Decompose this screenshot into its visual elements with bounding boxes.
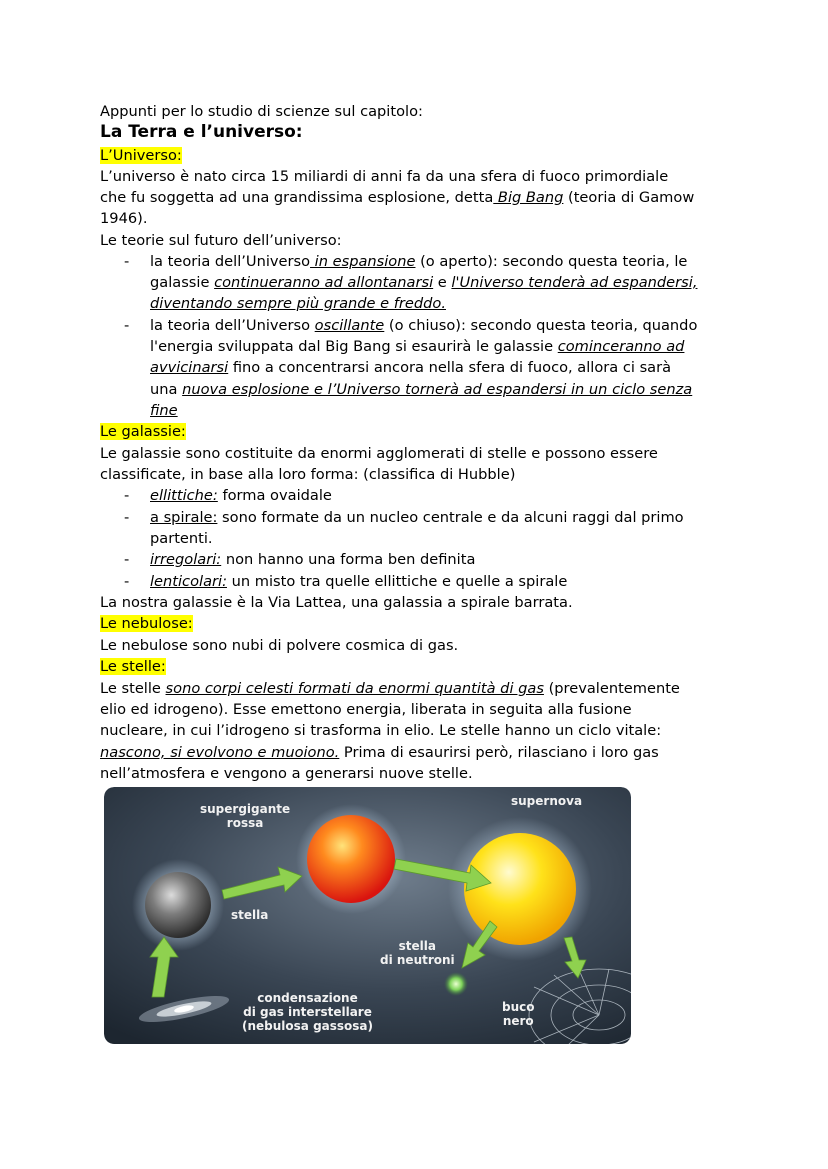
bullet-dash: - (124, 253, 130, 270)
list-item: lenticolari: un misto tra quelle ellittiche e quelle a spirale (150, 573, 568, 590)
text-line: Le nebulose sono nubi di polvere cosmica di gas. (100, 637, 459, 654)
supergigante-rossa-sphere (307, 815, 395, 903)
list-item-cont: l'energia sviluppata dal Big Bang si esaurirà le galassie cominceranno ad (150, 338, 685, 355)
section-heading-galassie: Le galassie: (100, 423, 186, 440)
label-supergigante-rossa: supergigante rossa (200, 802, 291, 830)
text-line: Le galassie sono costituite da enormi agglomerati di stelle e possono essere (100, 445, 658, 462)
text-line: nascono, si evolvono e muoiono. Prima di esaurirsi però, rilasciano i loro gas (100, 744, 659, 761)
text-line: L’universo è nato circa 15 miliardi di anni fa da una sfera di fuoco primordiale (100, 168, 669, 185)
section-heading-nebulose: Le nebulose: (100, 615, 193, 632)
list-item: ellittiche: forma ovaidale (150, 487, 332, 504)
list-item: la teoria dell’Universo in espansione (o aperto): secondo questa teoria, le (150, 253, 688, 270)
section-heading-universo: L’Universo: (100, 147, 182, 164)
label-condensazione: condensazione di gas interstellare (nebulosa gassosa) (242, 991, 374, 1033)
list-item: la teoria dell’Universo oscillante (o chiuso): secondo questa teoria, quando (150, 317, 698, 334)
stella-di-neutroni-dot (444, 972, 468, 996)
label-buco-nero: buco nero (502, 1000, 535, 1028)
bullet-dash: - (124, 551, 130, 568)
page-title: La Terra e l’universo: (100, 122, 303, 142)
stella-sphere (145, 872, 211, 938)
list-item-cont: partenti. (150, 530, 213, 547)
list-item-cont: una nuova esplosione e l’Universo tornerà ad espandersi in un ciclo senza (150, 381, 693, 398)
bullet-dash: - (124, 573, 130, 590)
text-line: Le teorie sul futuro dell’universo: (100, 232, 342, 249)
list-item-cont: galassie continueranno ad allontanarsi e l'Universo tenderà ad espandersi, (150, 274, 698, 291)
list-item-cont: avvicinarsi fino a concentrarsi ancora nella sfera di fuoco, allora ci sarà (150, 359, 672, 376)
text-line: 1946). (100, 210, 148, 227)
text-line: Le stelle sono corpi celesti formati da enormi quantità di gas (prevalentemente (100, 680, 680, 697)
list-item: irregolari: non hanno una forma ben definita (150, 551, 476, 568)
supernova-sphere (464, 833, 576, 945)
bullet-dash: - (124, 317, 130, 334)
list-item: a spirale: sono formate da un nucleo centrale e da alcuni raggi dal primo (150, 509, 684, 526)
label-stella-di-neutroni: stella di neutroni (380, 939, 455, 967)
list-item-cont: fine (150, 402, 178, 419)
text-line: che fu soggetta ad una grandissima esplosione, detta Big Bang (teoria di Gamow (100, 189, 695, 206)
text-line: La nostra galassie è la Via Lattea, una galassia a spirale barrata. (100, 594, 573, 611)
bullet-dash: - (124, 487, 130, 504)
label-supernova: supernova (511, 794, 583, 808)
text-line: elio ed idrogeno). Esse emettono energia, liberata in seguita alla fusione (100, 701, 632, 718)
list-item-cont: diventando sempre più grande e freddo. (150, 295, 446, 312)
section-heading-stelle: Le stelle: (100, 658, 166, 675)
label-stella: stella (231, 908, 269, 922)
text-line: nell’atmosfera e vengono a generarsi nuove stelle. (100, 765, 473, 782)
text-line: nucleare, in cui l’idrogeno si trasforma in elio. Le stelle hanno un ciclo vitale: (100, 722, 662, 739)
stellar-lifecycle-diagram (104, 787, 631, 1044)
text-line: classificate, in base alla loro forma: (classifica di Hubble) (100, 466, 516, 483)
intro-line: Appunti per lo studio di scienze sul capitolo: (100, 103, 423, 120)
bullet-dash: - (124, 509, 130, 526)
